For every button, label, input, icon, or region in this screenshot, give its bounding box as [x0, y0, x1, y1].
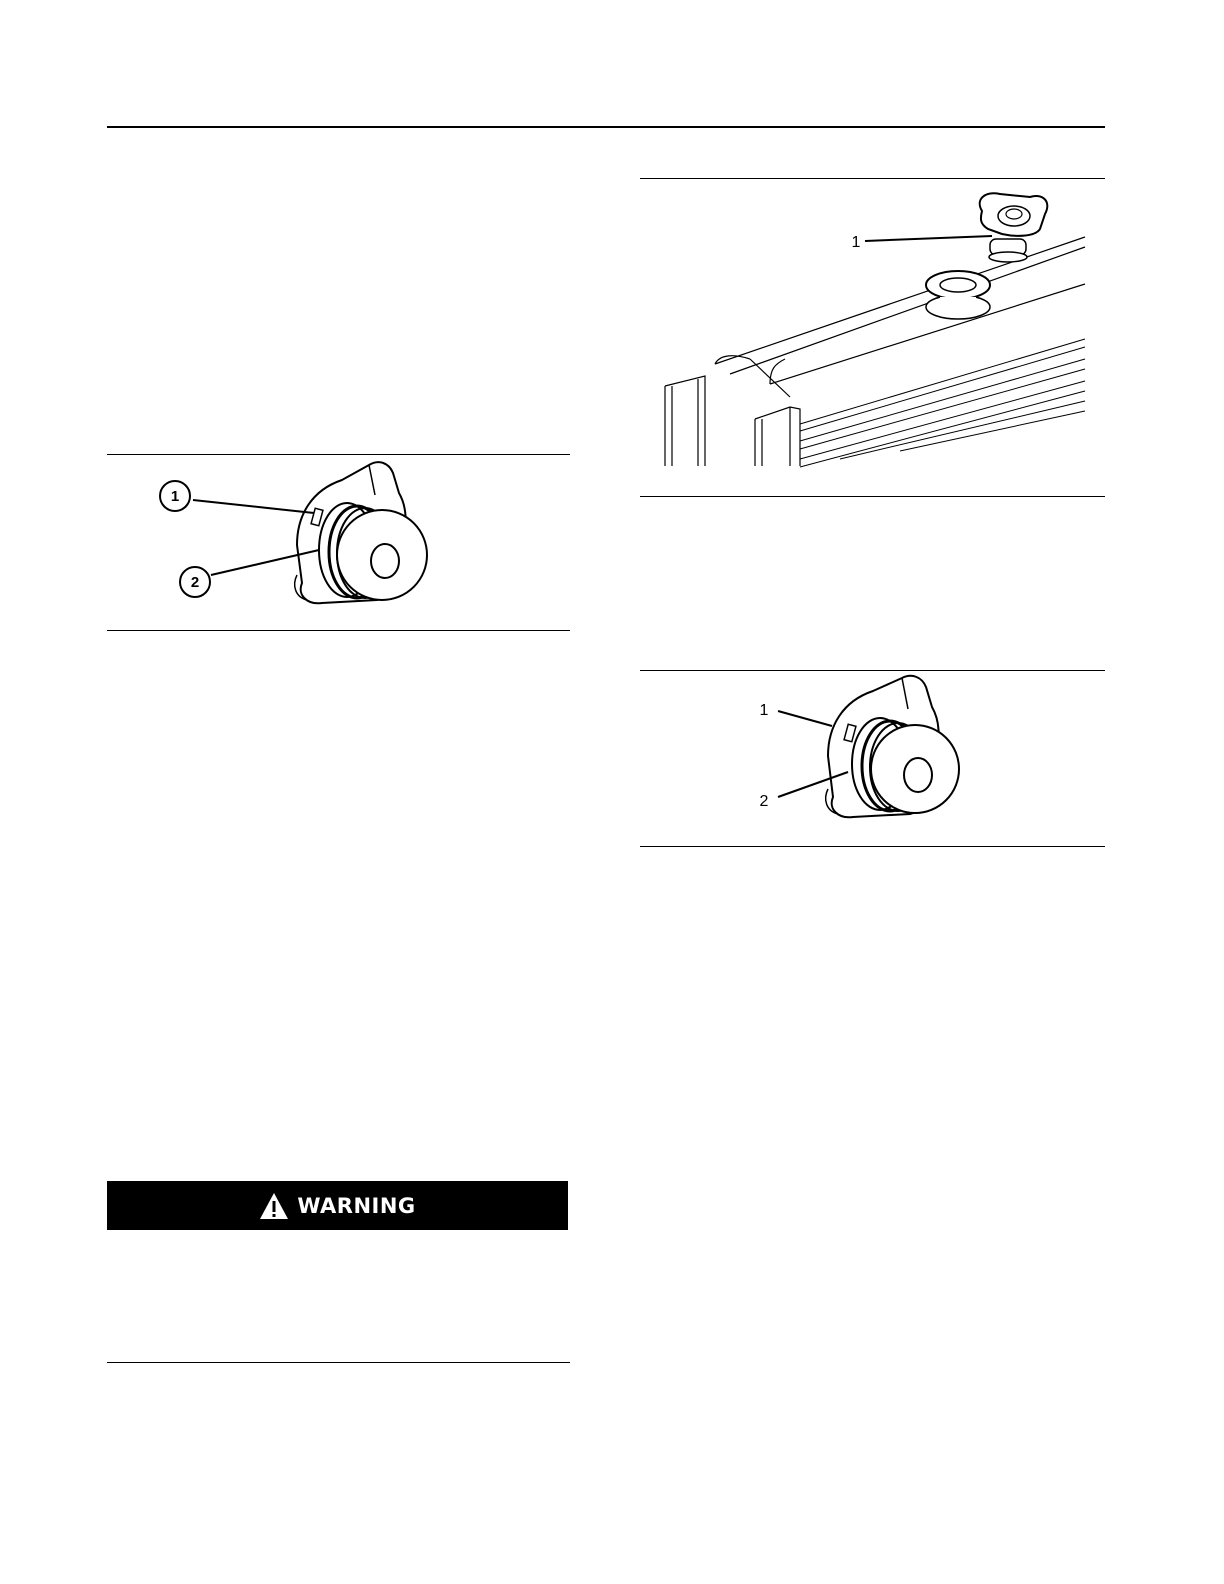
radiator-callout-1-label: 1 [851, 234, 861, 251]
radiator-illustration [640, 179, 1105, 496]
page-header-rule [107, 126, 1105, 128]
figure-radiator-bottom-rule [640, 496, 1105, 497]
pressure-cap-figure-left [107, 455, 570, 630]
pressure-cap-illustration-right [640, 671, 1105, 846]
right-cap-callout-1-label: 1 [759, 702, 769, 719]
pressure-cap-figure-right [640, 671, 1105, 846]
callout-2-label: 2 [190, 574, 200, 591]
figure-right-cap-bottom-rule [640, 846, 1105, 847]
warning-triangle-icon [259, 1192, 289, 1220]
right-cap-callout-2-label: 2 [759, 793, 769, 810]
callout-1-label: 1 [170, 488, 180, 505]
warning-bottom-rule [107, 1362, 570, 1363]
warning-label: WARNING [297, 1193, 416, 1218]
warning-banner [107, 1181, 568, 1230]
radiator-figure [640, 179, 1105, 496]
figure-left-bottom-rule [107, 630, 570, 631]
pressure-cap-illustration [107, 455, 570, 630]
